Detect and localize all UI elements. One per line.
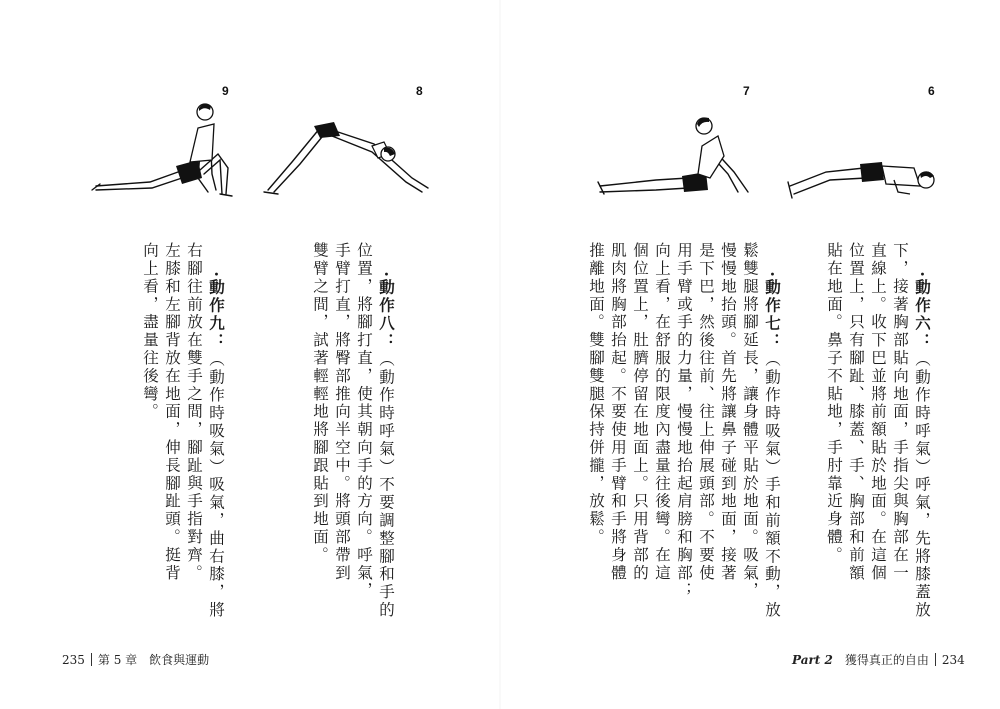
step-7-line-9: 推離地面。雙腳雙腿保持併攏，放鬆。 (587, 242, 605, 547)
step-7-line-4: 是下巴，然後往前、往上伸展頭部。不要使 (697, 242, 715, 583)
step-6-heading: ·動作六： (913, 271, 932, 351)
pose-number-7: 7 (743, 84, 750, 98)
step-9-line-3: 左膝和左腳背放在地面，伸長腳趾頭。挺背 (163, 242, 181, 583)
step-7-line-1: （動作時吸氣）手和前額不動，放 (763, 350, 781, 620)
step-6-line-1: （動作時呼氣）呼氣，先將膝蓋放 (913, 350, 931, 620)
step-7-line-2: 鬆雙腿將腳延長，讓身體平貼於地面。吸氣， (741, 242, 759, 600)
right-page-footer (792, 651, 965, 668)
chapter-label: 第 5 章 (97, 653, 138, 667)
step-9-line-4: 向上看，盡量往後彎。 (141, 242, 159, 421)
part-title: 獲得真正的自由 (844, 653, 929, 667)
pose-illustration-7 (596, 112, 766, 202)
step-7-heading: ·動作七： (763, 271, 782, 351)
step-7-line-7: 個位置上，肚臍停留在地面上。只用背部的 (631, 242, 649, 583)
chapter-title: 飲食與運動 (149, 653, 210, 667)
step-8-heading: ·動作八： (377, 271, 396, 351)
step-6-line-2: 下，接著胸部貼向地面，手指尖與胸部在一 (891, 242, 909, 583)
step-8-text (287, 242, 419, 620)
step-7-line-5: 用手臂或手的力量，慢慢地抬起肩膀和胸部； (675, 242, 693, 600)
step-8-line-1: （動作時呼氣）不要調整腳和手的 (377, 350, 395, 620)
pose-illustration-8 (262, 114, 432, 199)
right-page-number: 234 (941, 652, 965, 667)
footer-divider (935, 653, 936, 666)
step-7-line-6: 向上看，在舒服的限度內盡量往後彎。在這 (653, 242, 671, 583)
step-8-line-4: 雙臂之間，試著輕輕地將腳跟貼到地面。 (311, 242, 329, 565)
step-7-line-3: 慢慢地抬頭。首先將讓鼻子碰到地面，接著 (719, 242, 737, 583)
step-9-heading: ·動作九： (207, 271, 226, 351)
footer-divider (91, 653, 92, 666)
pose-illustration-9 (90, 98, 240, 203)
pose-number-9: 9 (222, 84, 229, 98)
pose-illustration-6 (786, 150, 941, 205)
step-8-line-3: 手臂打直，將臀部推向半空中。將頭部帶到 (333, 242, 351, 583)
step-6-line-3: 直線上。收下巴並將前額貼於地面。在這個 (869, 242, 887, 583)
pose-number-6: 6 (928, 84, 935, 98)
left-page-footer (62, 651, 209, 668)
part-label: Part 2 (792, 652, 833, 667)
pose-number-8: 8 (416, 84, 423, 98)
step-6-line-4: 位置上，只有腳趾、膝蓋、手、胸部和前額 (847, 242, 865, 583)
step-7-line-8: 肌肉將胸部抬起。不要使用手臂和手將身體 (609, 242, 627, 583)
step-6-text (801, 242, 955, 620)
left-page-number: 235 (62, 652, 85, 667)
step-7-text (563, 242, 805, 620)
step-9-line-2: 右腳往前放在雙手之間，腳趾與手指對齊。 (185, 242, 203, 583)
step-9-line-1: （動作時吸氣）吸氣，曲右膝，將 (207, 350, 225, 620)
step-6-line-5: 貼在地面。鼻子不貼地，手肘靠近身體。 (825, 242, 843, 565)
step-8-line-2: 位置，將腳打直，使其朝向手的方向。呼氣， (355, 242, 373, 600)
step-9-text (117, 242, 249, 620)
page-fold (499, 0, 501, 709)
